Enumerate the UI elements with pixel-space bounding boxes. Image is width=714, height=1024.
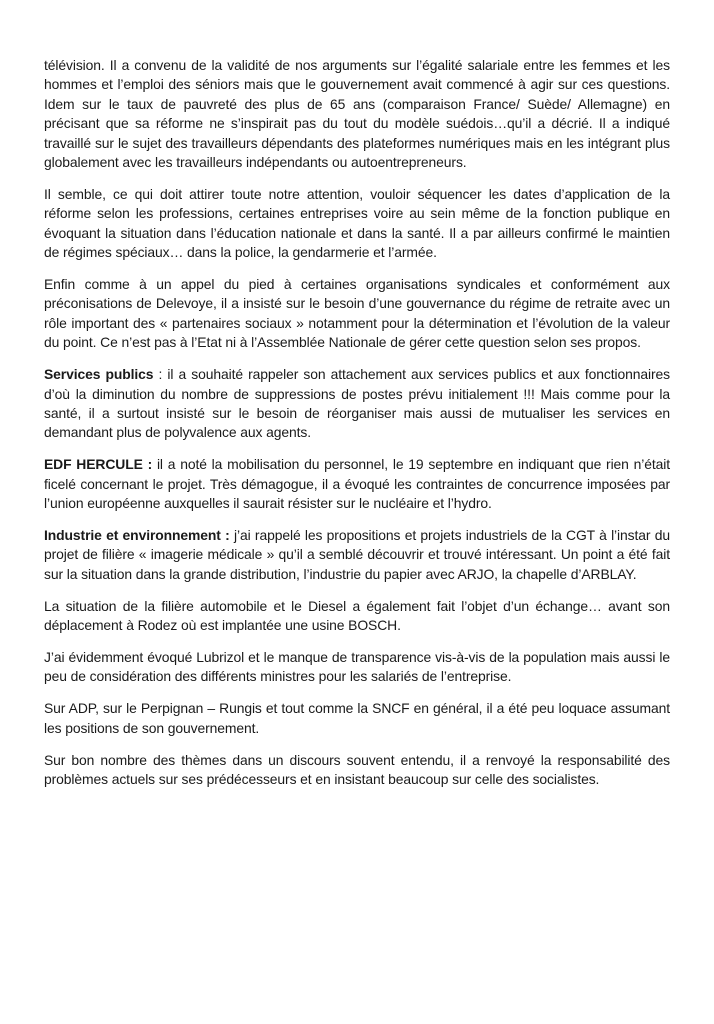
- paragraph-text: j’ai rappelé les propositions et projets industriels de la CGT à l’instar du projet de filière « imagerie médicale » qu’il a semblé découvrir et trouvé intéressant. Un point a été fait sur la situation dans la grande distribution, l’industrie du papier avec ARJO, la chapelle d’ARBLAY.: [44, 527, 670, 582]
- paragraph-heading: Services publics: [44, 366, 154, 383]
- paragraph-text: Enfin comme à un appel du pied à certaines organisations syndicales et conformément aux préconisations de Delevoye, il a insisté sur le besoin d’une gouvernance du régime de retraite avec un rôle important des « partenaires sociaux » notamment pour la détermination et l’évolution de la valeur du point. Ce n’est pas à l’Etat ni à l’Assemblée Nationale de gérer cette question selon ses propos.: [44, 276, 670, 351]
- paragraph-heading: EDF HERCULE :: [44, 456, 153, 473]
- paragraph-text: La situation de la filière automobile et le Diesel a également fait l’objet d’un échange… avant son déplacement à Rodez où est implantée une usine BOSCH.: [44, 597, 670, 634]
- paragraph-industrie-environnement: [44, 526, 670, 584]
- paragraph: [44, 699, 670, 738]
- paragraph-text: il a noté la mobilisation du personnel, le 19 septembre en indiquant que rien n’était ficelé concernant le projet. Très démagogue, il a évoqué les contraintes de concurrence imposées par l’union européenne auxquelles il saurait résister sur le nucléaire et l’hydro.: [44, 456, 670, 512]
- paragraph-text: Sur bon nombre des thèmes dans un discours souvent entendu, il a renvoyé la responsabilité des problèmes actuels sur ses prédécesseurs et en insistant beaucoup sur celle des socialistes.: [44, 751, 670, 788]
- document-page: [44, 56, 670, 802]
- paragraph: [44, 275, 670, 353]
- paragraph: [44, 751, 670, 790]
- paragraph-text: télévision. Il a convenu de la validité de nos arguments sur l’égalité salariale entre les femmes et les hommes et l’emploi des séniors mais que le gouvernement avait commencé à agir sur ces questions. Idem sur le taux de pauvreté des plus de 65 ans (comparaison France/ Suède/ Allemagne) en précisant que sa réforme ne s’inspirait pas du tout du modèle suédois…qu’il a décrié. Il a indiqué travaillé sur le sujet des travailleurs dépendants des plateformes numériques mais en les intégrant plus globalement avec les travailleurs indépendants ou autoentrepreneurs.: [44, 57, 670, 171]
- paragraph-text: J’ai évidemment évoqué Lubrizol et le manque de transparence vis-à-vis de la population mais aussi le peu de considération des différents ministres pour les salariés de l’entreprise.: [44, 649, 670, 685]
- paragraph-text: : il a souhaité rappeler son attachement aux services publics et aux fonctionnaires d’où la diminution du nombre de suppressions de postes prévu initialement !!! Mais comme pour la santé, il a surtout insisté sur le besoin de réorganiser mais aussi de mutualiser les services en demandant plus de polyvalence aux agents.: [44, 366, 670, 441]
- paragraph: [44, 597, 670, 636]
- paragraph-text: Sur ADP, sur le Perpignan – Rungis et tout comme la SNCF en général, il a été peu loquace assumant les positions de son gouvernement.: [44, 700, 670, 736]
- paragraph-heading: Industrie et environnement :: [44, 527, 230, 544]
- paragraph: [44, 648, 670, 687]
- paragraph: [44, 185, 670, 263]
- paragraph: [44, 56, 670, 172]
- paragraph-text: Il semble, ce qui doit attirer toute notre attention, vouloir séquencer les dates d’application de la réforme selon les professions, certaines entreprises voire au sein même de la fonction publique en évoquant la situation dans l’éducation nationale et dans la santé. Il a par ailleurs confirmé le maintien de régimes spéciaux… dans la police, la gendarmerie et l’armée.: [44, 185, 670, 261]
- paragraph-edf-hercule: [44, 455, 670, 513]
- paragraph-services-publics: [44, 365, 670, 443]
